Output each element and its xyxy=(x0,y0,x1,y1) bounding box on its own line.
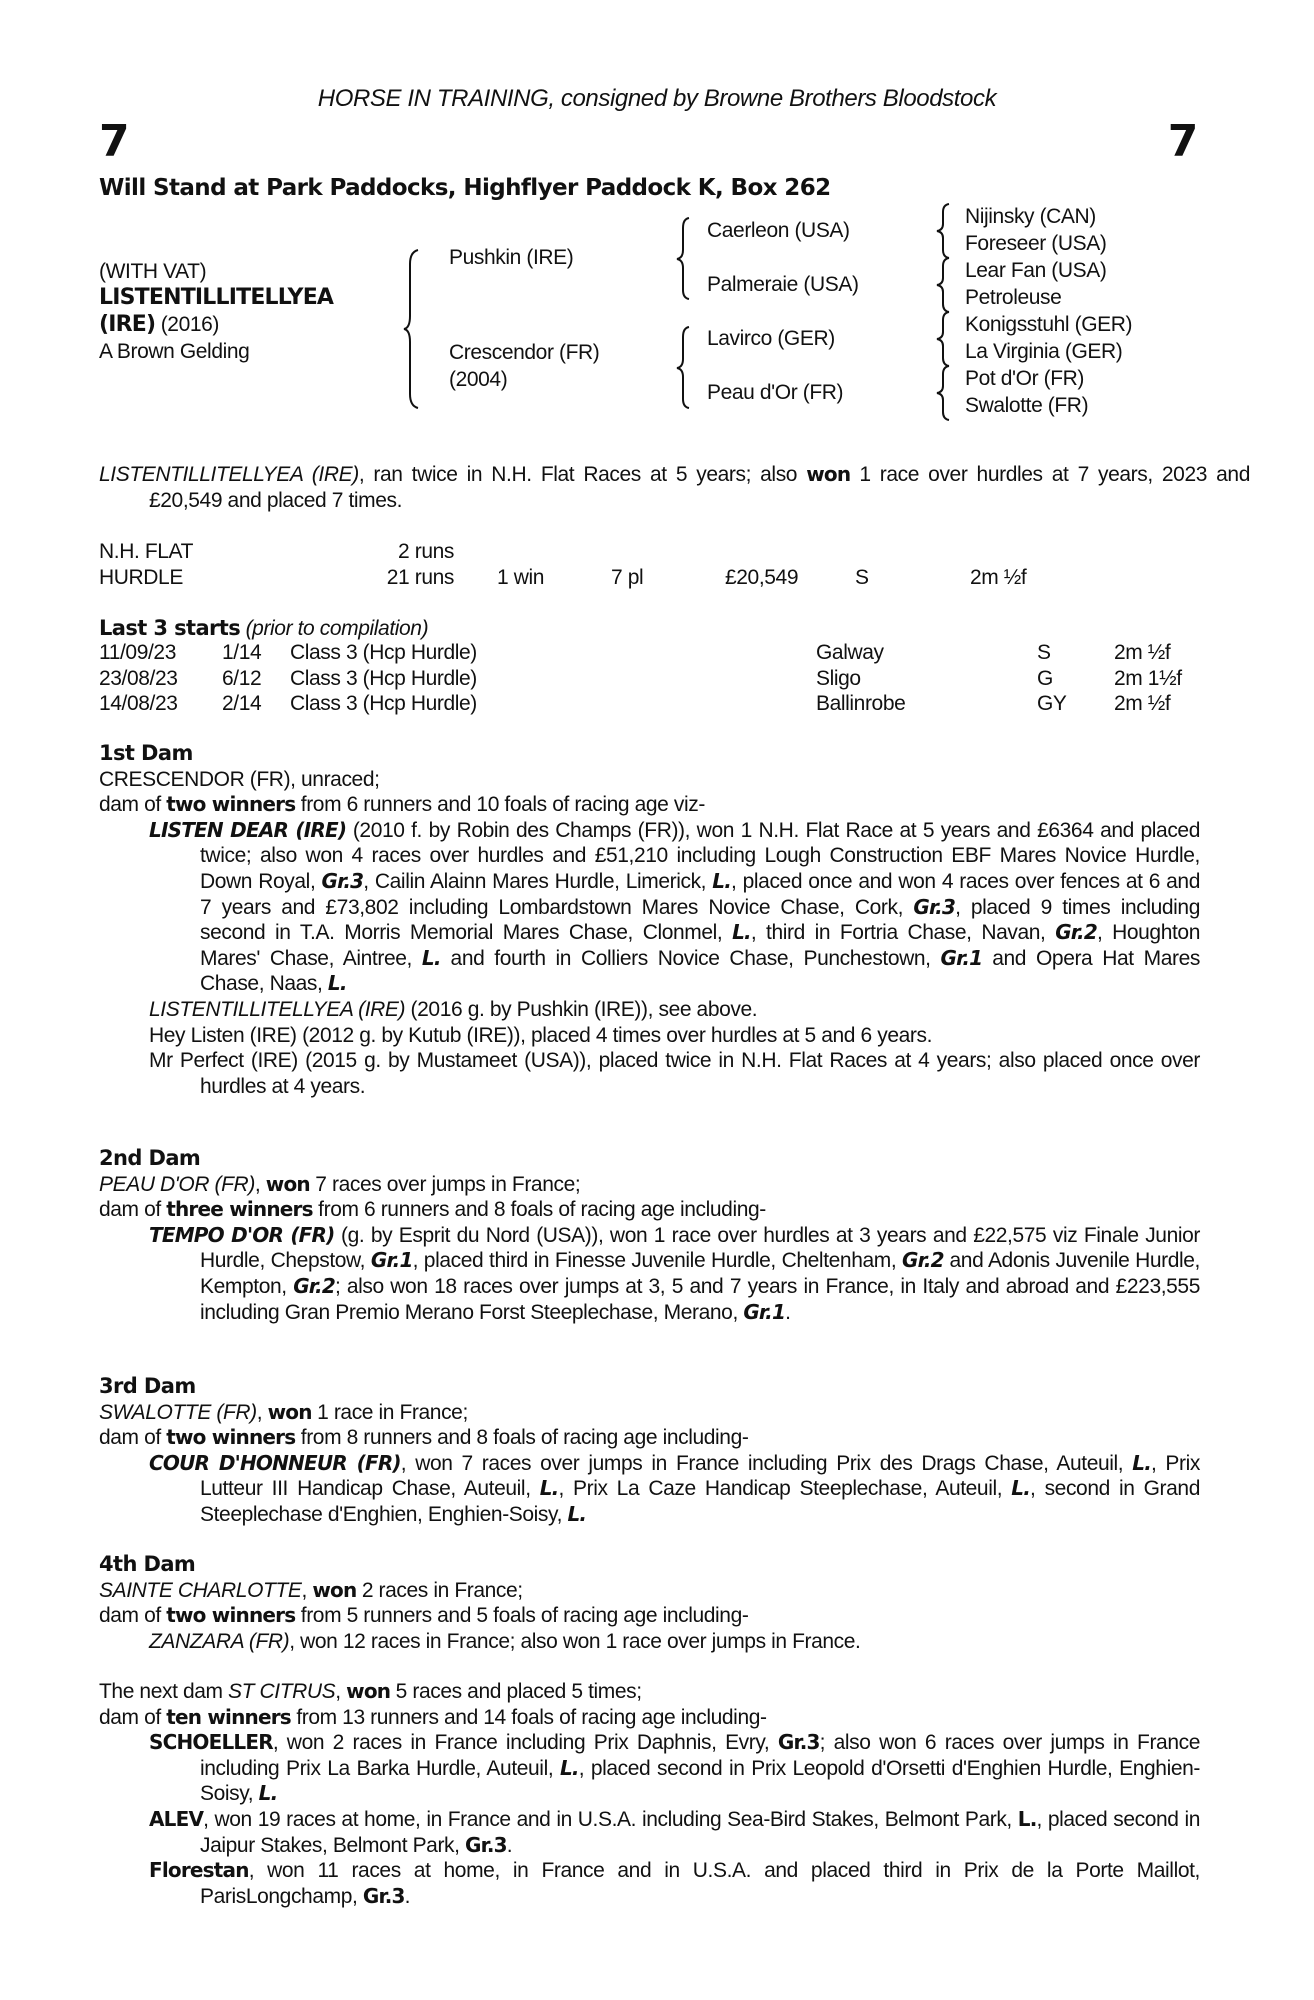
dam-line xyxy=(99,1679,1200,1705)
gen3-ancestor: Petroleuse xyxy=(965,286,1062,309)
bold-text: L. xyxy=(421,945,441,970)
dam-heading: 2nd Dam xyxy=(99,1146,201,1170)
text-segment: . xyxy=(785,1300,791,1324)
text-segment: , xyxy=(254,1172,266,1196)
italic-text: LISTENTILLITELLYEA (IRE) xyxy=(149,997,406,1021)
text-segment: and fourth in Colliers Novice Chase, Punchestown, xyxy=(440,946,941,970)
progeny-entry xyxy=(99,997,1200,1023)
bold-text: SCHOELLER xyxy=(149,1730,273,1755)
italic-text: PEAU D'OR (FR) xyxy=(99,1172,255,1196)
bold-text: three winners xyxy=(166,1197,313,1222)
bold-text: Gr.3 xyxy=(321,868,364,893)
record-runs: 21 runs xyxy=(386,566,454,589)
start-course: Sligo xyxy=(816,667,861,690)
bold-text: L. xyxy=(1132,1450,1151,1475)
text-segment: 7 races over jumps in France; xyxy=(309,1172,581,1196)
bold-text: TEMPO D'OR (FR) xyxy=(149,1222,335,1247)
text-segment: from 13 runners and 14 foals of racing age including- xyxy=(290,1705,767,1729)
bold-text: won xyxy=(267,1399,312,1424)
text-segment: dam of xyxy=(99,1705,167,1729)
progeny-entry xyxy=(99,1730,1200,1807)
brace-gen2-dam xyxy=(677,327,697,409)
bold-text: Gr.3 xyxy=(777,1730,820,1755)
last-starts-heading xyxy=(99,615,428,642)
brace-gen2-sire xyxy=(677,218,697,300)
text-segment: 2 races in France; xyxy=(356,1578,523,1602)
start-course: Galway xyxy=(816,641,884,664)
dam-heading: 3rd Dam xyxy=(99,1374,196,1398)
text-segment: dam of xyxy=(99,793,167,817)
brace-gen1 xyxy=(404,250,424,410)
start-position: 6/12 xyxy=(222,667,262,690)
text-segment: from 5 runners and 5 foals of racing age including- xyxy=(295,1604,749,1628)
text-segment: , won 7 races over jumps in France including Prix des Drags Chase, Auteuil, xyxy=(400,1451,1133,1475)
text-segment: . xyxy=(506,1833,513,1857)
bold-text: Gr.2 xyxy=(1055,920,1097,945)
horse-name: LISTENTILLITELLYEA xyxy=(99,285,334,310)
text-segment: , xyxy=(335,1680,347,1703)
dam-year: (2004) xyxy=(449,368,508,391)
dam-line xyxy=(99,1172,1200,1198)
dam-line xyxy=(99,767,1200,793)
bold-text: ten winners xyxy=(166,1704,291,1729)
gen3-ancestor: Foreseer (USA) xyxy=(965,232,1107,255)
brace-gen3-3 xyxy=(937,312,953,366)
record-distance: 2m ½f xyxy=(970,566,1027,589)
last-starts-title: Last 3 starts xyxy=(99,616,241,640)
bold-text: Gr.3 xyxy=(362,1883,405,1908)
text-segment: , xyxy=(301,1578,313,1602)
bold-text: Gr.2 xyxy=(293,1273,335,1298)
start-date: 11/09/23 xyxy=(99,641,176,664)
last-starts-note: (prior to compilation) xyxy=(240,617,429,640)
record-placed: 7 pl xyxy=(611,566,644,589)
text-segment: , placed 9 times including second in T.A. Morris Memorial Mares Chase, Clonmel, xyxy=(200,895,1200,945)
progeny-entry xyxy=(99,1629,1200,1655)
text-segment: 1 race in France; xyxy=(311,1400,468,1424)
text-segment: , second in Grand Steeplechase d'Enghien, Enghien-Soisy, xyxy=(200,1477,1200,1526)
gen3-ancestor: Pot d'Or (FR) xyxy=(965,367,1084,390)
start-race: Class 3 (Hcp Hurdle) xyxy=(290,692,477,715)
text-segment: and Adonis Juvenile Hurdle, Kempton, xyxy=(200,1249,1200,1298)
text-segment: , Prix Lutteur III Handicap Chase, Auteuil, xyxy=(200,1451,1200,1501)
race-summary xyxy=(99,462,1250,513)
dam-line xyxy=(99,792,1200,818)
dam: Crescendor (FR) xyxy=(449,341,600,364)
bold-text: Gr.3 xyxy=(465,1832,507,1857)
bold-text: L. xyxy=(1011,1476,1031,1501)
gen3-ancestor: La Virginia (GER) xyxy=(965,340,1123,363)
lot-number-left: 7 xyxy=(99,116,130,167)
bold-text: L. xyxy=(712,868,732,893)
progeny-entry xyxy=(99,1451,1200,1528)
progeny-entry xyxy=(99,1048,1200,1099)
bold-text: Florestan xyxy=(149,1858,249,1883)
text-segment: Mr Perfect (IRE) (2015 g. by Mustameet (USA)), placed twice in N.H. Flat Races at 4 years; also placed once over hurdles at 4 years. xyxy=(149,1049,1200,1098)
dam-line xyxy=(99,1578,1200,1604)
bold-text: L. xyxy=(732,920,751,945)
start-distance: 2m 1½f xyxy=(1114,667,1182,690)
bold-text: two winners xyxy=(166,1425,296,1450)
dam-line xyxy=(99,1705,1200,1731)
progeny-entry xyxy=(99,1858,1200,1909)
sire: Pushkin (IRE) xyxy=(449,246,574,269)
gen3-ancestor: Lear Fan (USA) xyxy=(965,259,1107,282)
horse-origin xyxy=(99,312,219,338)
text-segment: , Cailin Alainn Mares Hurdle, Limerick, xyxy=(363,869,713,893)
text-segment: , third in Fortria Chase, Navan, xyxy=(750,921,1056,945)
record-runs: 2 runs xyxy=(398,540,454,563)
record-earnings: £20,549 xyxy=(725,566,799,589)
bold-text: won xyxy=(265,1171,310,1196)
start-date: 23/08/23 xyxy=(99,667,178,690)
gen3-ancestor: Nijinsky (CAN) xyxy=(965,205,1096,228)
text-segment: . xyxy=(404,1884,411,1908)
text-segment: , won 2 races in France including Prix Daphnis, Evry, xyxy=(272,1731,778,1755)
lot-number-right: 7 xyxy=(1167,116,1198,167)
dam-section-4 xyxy=(99,1552,1200,1654)
text-segment: CRESCENDOR (FR), unraced; xyxy=(99,767,380,791)
dam-heading: 4th Dam xyxy=(99,1552,196,1576)
bold-text: L. xyxy=(567,1501,587,1526)
brace-gen3-1 xyxy=(937,204,953,258)
progeny-entry xyxy=(99,818,1200,997)
gen3-ancestor: Konigsstuhl (GER) xyxy=(965,313,1133,336)
brace-gen3-4 xyxy=(937,366,953,420)
bold-text: Gr.3 xyxy=(913,894,956,919)
text-segment: , won 11 races at home, in France and in U.S.A. and placed third in Prix de la Porte Maillot, ParisLongchamp, xyxy=(200,1859,1200,1908)
start-race: Class 3 (Hcp Hurdle) xyxy=(290,641,477,664)
text-segment: , Prix La Caze Handicap Steeplechase, Auteuil, xyxy=(558,1477,1012,1501)
record-type: N.H. FLAT xyxy=(99,540,194,563)
gen2-ancestor: Caerleon (USA) xyxy=(707,219,850,242)
bold-text: two winners xyxy=(166,1603,296,1628)
bold-text: won xyxy=(312,1577,357,1602)
bold-text: LISTEN DEAR (IRE) xyxy=(149,817,347,842)
bold-text: L. xyxy=(258,1781,278,1806)
text-segment: , placed second in Prix Leopold d'Orsetti d'Enghien Hurdle, Enghien-Soisy, xyxy=(200,1756,1200,1806)
text-segment: and Opera Hat Mares Chase, Naas, xyxy=(200,946,1201,996)
start-race: Class 3 (Hcp Hurdle) xyxy=(290,667,477,690)
start-position: 1/14 xyxy=(222,641,262,664)
next-dam-section xyxy=(99,1679,1200,1909)
gen2-ancestor: Palmeraie (USA) xyxy=(707,273,859,296)
dam-heading: 1st Dam xyxy=(99,741,193,765)
text-segment: ; also won 6 races over jumps in France including Prix La Barka Hurdle, Auteuil, xyxy=(200,1731,1200,1780)
italic-text: SWALOTTE (FR) xyxy=(99,1400,257,1424)
start-course: Ballinrobe xyxy=(816,692,906,715)
bold-text: won xyxy=(806,462,851,486)
text-segment: from 8 runners and 8 foals of racing age including- xyxy=(295,1426,749,1450)
bold-text: COUR D'HONNEUR (FR) xyxy=(149,1450,401,1475)
record-type: HURDLE xyxy=(99,566,183,589)
start-going: S xyxy=(1037,641,1051,664)
bold-text: L. xyxy=(1017,1806,1037,1831)
progeny-entry xyxy=(99,1023,1200,1049)
italic-text: ST CITRUS xyxy=(228,1680,336,1703)
gen2-ancestor: Peau d'Or (FR) xyxy=(707,381,844,404)
text-segment: , placed second in Jaipur Stakes, Belmont Park, xyxy=(200,1807,1200,1857)
text-segment: Hey Listen (IRE) (2012 g. by Kutub (IRE)), placed 4 times over hurdles at 5 and 6 years. xyxy=(149,1023,933,1047)
start-distance: 2m ½f xyxy=(1114,641,1171,664)
italic-text: SAINTE CHARLOTTE xyxy=(99,1578,302,1602)
text-segment: , won 19 races at home, in France and in U.S.A. including Sea-Bird Stakes, Belmont Park, xyxy=(203,1807,1018,1831)
gen3-ancestor: Swalotte (FR) xyxy=(965,394,1089,417)
text-segment: , placed once and won 4 races over fences at 6 and 7 years and £73,802 including Lombardstown Mares Novice Chase, Cork, xyxy=(200,869,1200,919)
record-going: S xyxy=(855,566,869,589)
text-segment: , ran twice in N.H. Flat Races at 5 years; also xyxy=(358,463,807,486)
text-segment: dam of xyxy=(99,1198,167,1222)
text-segment: , xyxy=(256,1400,268,1424)
bold-text: L. xyxy=(327,971,347,996)
bold-text: L. xyxy=(539,1476,559,1501)
record-wins: 1 win xyxy=(497,566,545,589)
bold-text: Gr.1 xyxy=(370,1248,413,1273)
gen2-ancestor: Lavirco (GER) xyxy=(707,327,835,350)
brace-gen3-2 xyxy=(937,258,953,312)
bold-text: two winners xyxy=(166,792,296,817)
text-segment: , Houghton Mares' Chase, Aintree, xyxy=(200,921,1200,970)
text-segment: 1 race over hurdles at 7 years, 2023 and £20,549 and placed 7 times. xyxy=(149,463,1250,512)
bold-text: Gr.1 xyxy=(940,945,983,970)
horse-country: (IRE) xyxy=(99,312,156,337)
start-distance: 2m ½f xyxy=(1114,692,1171,715)
text-segment: (g. by Esprit du Nord (USA)), won 1 race over hurdles at 3 years and £22,575 viz Finale Junior Hurdle, Chepstow, xyxy=(200,1223,1200,1273)
dam-section-3 xyxy=(99,1374,1200,1528)
bold-text: won xyxy=(346,1679,391,1703)
bold-text: L. xyxy=(559,1755,579,1780)
horse-description: A Brown Gelding xyxy=(99,340,250,363)
text-segment: (2016 g. by Pushkin (IRE)), see above. xyxy=(405,997,758,1021)
start-going: G xyxy=(1037,667,1053,690)
bold-text: Gr.2 xyxy=(902,1248,944,1273)
dam-section-2 xyxy=(99,1146,1200,1325)
start-position: 2/14 xyxy=(222,692,262,715)
stand-location: Will Stand at Park Paddocks, Highflyer Paddock K, Box 262 xyxy=(99,175,831,201)
bold-text: Gr.1 xyxy=(743,1299,786,1324)
progeny-entry xyxy=(99,1223,1200,1325)
text-segment: ; also won 18 races over jumps at 3, 5 and 7 years in France, in Italy and abroad and £223,555 including Gran Premio Merano Forst Steeplechase, Merano, xyxy=(200,1274,1200,1324)
italic-text: LISTENTILLITELLYEA (IRE) xyxy=(99,463,359,486)
text-segment: dam of xyxy=(99,1426,167,1450)
text-segment: dam of xyxy=(99,1604,167,1628)
start-going: GY xyxy=(1037,692,1067,715)
text-segment: (2010 f. by Robin des Champs (FR)), won 1 N.H. Flat Race at 5 years and £6364 and placed twice; also won 4 races over hurdles and £51,210 including Lough Construction EBF Mares Novice Hurdle, Down Royal, xyxy=(200,818,1200,893)
consignment-header: HORSE IN TRAINING, consigned by Browne Brothers Bloodstock xyxy=(317,85,997,112)
dam-line xyxy=(99,1197,1200,1223)
text-segment: from 6 runners and 10 foals of racing age viz- xyxy=(295,793,705,817)
progeny-entry xyxy=(99,1807,1200,1858)
text-segment: , placed third in Finesse Juvenile Hurdle, Cheltenham, xyxy=(412,1249,903,1273)
dam-line xyxy=(99,1425,1200,1451)
horse-year: (2016) xyxy=(155,313,220,336)
dam-section-1 xyxy=(99,741,1200,1099)
vat-note: (WITH VAT) xyxy=(99,260,207,283)
dam-line xyxy=(99,1603,1200,1629)
text-segment: 5 races and placed 5 times; xyxy=(390,1680,642,1703)
text-segment: from 6 runners and 8 foals of racing age including- xyxy=(312,1198,766,1222)
bold-text: ALEV xyxy=(149,1806,204,1831)
text-segment: The next dam xyxy=(99,1680,229,1703)
italic-text: ZANZARA (FR) xyxy=(149,1629,290,1653)
text-segment: , won 12 races in France; also won 1 race over jumps in France. xyxy=(289,1629,861,1653)
dam-line xyxy=(99,1400,1200,1426)
start-date: 14/08/23 xyxy=(99,692,178,715)
